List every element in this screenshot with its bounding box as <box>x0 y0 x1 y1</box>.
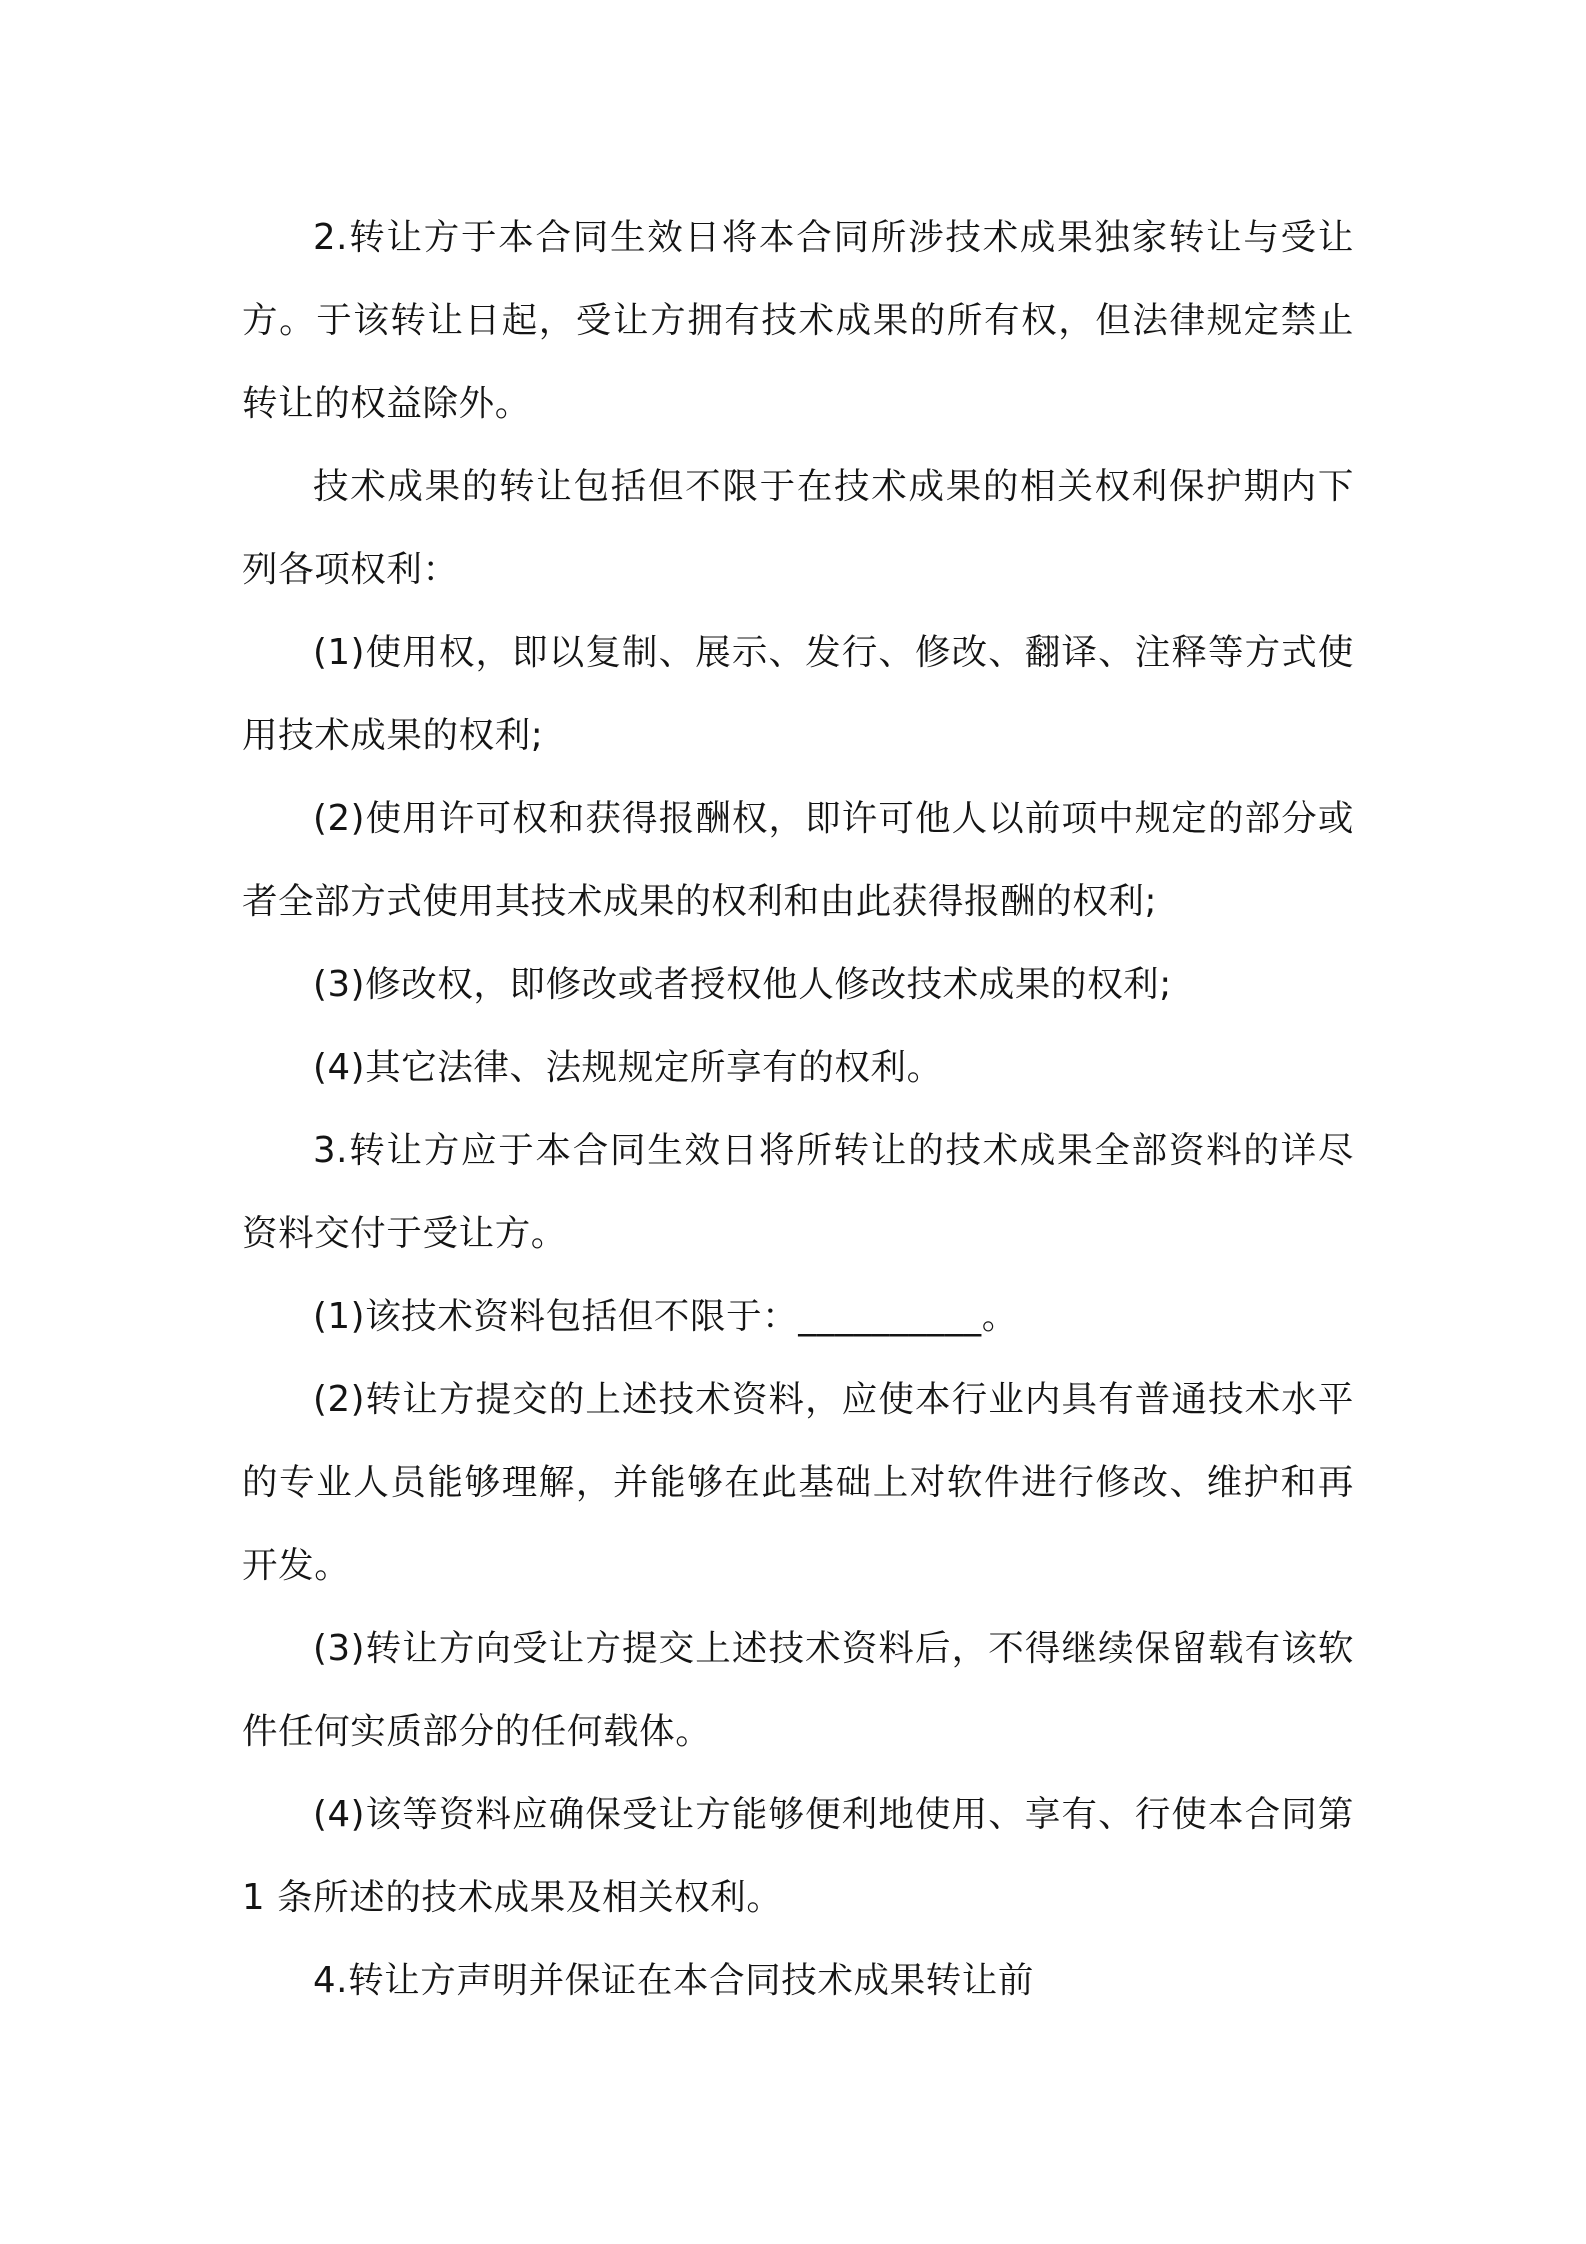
right-4-other-paragraph: (4)其它法律、法规规定所享有的权利。 <box>313 1047 943 1088</box>
right-2-license-paragraph: (2)使用许可权和获得报酬权，即许可他人以前项中规定的部分或者全部方式使用其技术成果的权利和由此获得报酬的权利; <box>242 798 1354 922</box>
transfer-scope-paragraph: 技术成果的转让包括但不限于在技术成果的相关权利保护期内下列各项权利： <box>242 466 1354 590</box>
document-body <box>242 196 1354 2022</box>
clause-3-item-4-paragraph: (4)该等资料应确保受让方能够便利地使用、享有、行使本合同第 1 条所述的技术成果及相关权利。 <box>242 1794 1354 1918</box>
right-1-use-paragraph: (1)使用权，即以复制、展示、发行、修改、翻译、注释等方式使用技术成果的权利; <box>242 632 1354 756</box>
clause-3-item-1-paragraph: (1)该技术资料包括但不限于：__________。 <box>313 1296 1018 1337</box>
clause-2-paragraph: 2.转让方于本合同生效日将本合同所涉技术成果独家转让与受让方。于该转让日起，受让方拥有技术成果的所有权，但法律规定禁止转让的权益除外。 <box>242 217 1354 424</box>
clause-4-paragraph: 4.转让方声明并保证在本合同技术成果转让前 <box>313 1960 1034 2001</box>
clause-3-item-2-paragraph: (2)转让方提交的上述技术资料，应使本行业内具有普通技术水平的专业人员能够理解，并能够在此基础上对软件进行修改、维护和再开发。 <box>242 1379 1354 1586</box>
right-3-modify-paragraph: (3)修改权，即修改或者授权他人修改技术成果的权利; <box>313 964 1172 1005</box>
clause-3-paragraph: 3.转让方应于本合同生效日将所转让的技术成果全部资料的详尽资料交付于受让方。 <box>242 1130 1354 1254</box>
clause-3-item-3-paragraph: (3)转让方向受让方提交上述技术资料后，不得继续保留载有该软件任何实质部分的任何载体。 <box>242 1628 1354 1752</box>
